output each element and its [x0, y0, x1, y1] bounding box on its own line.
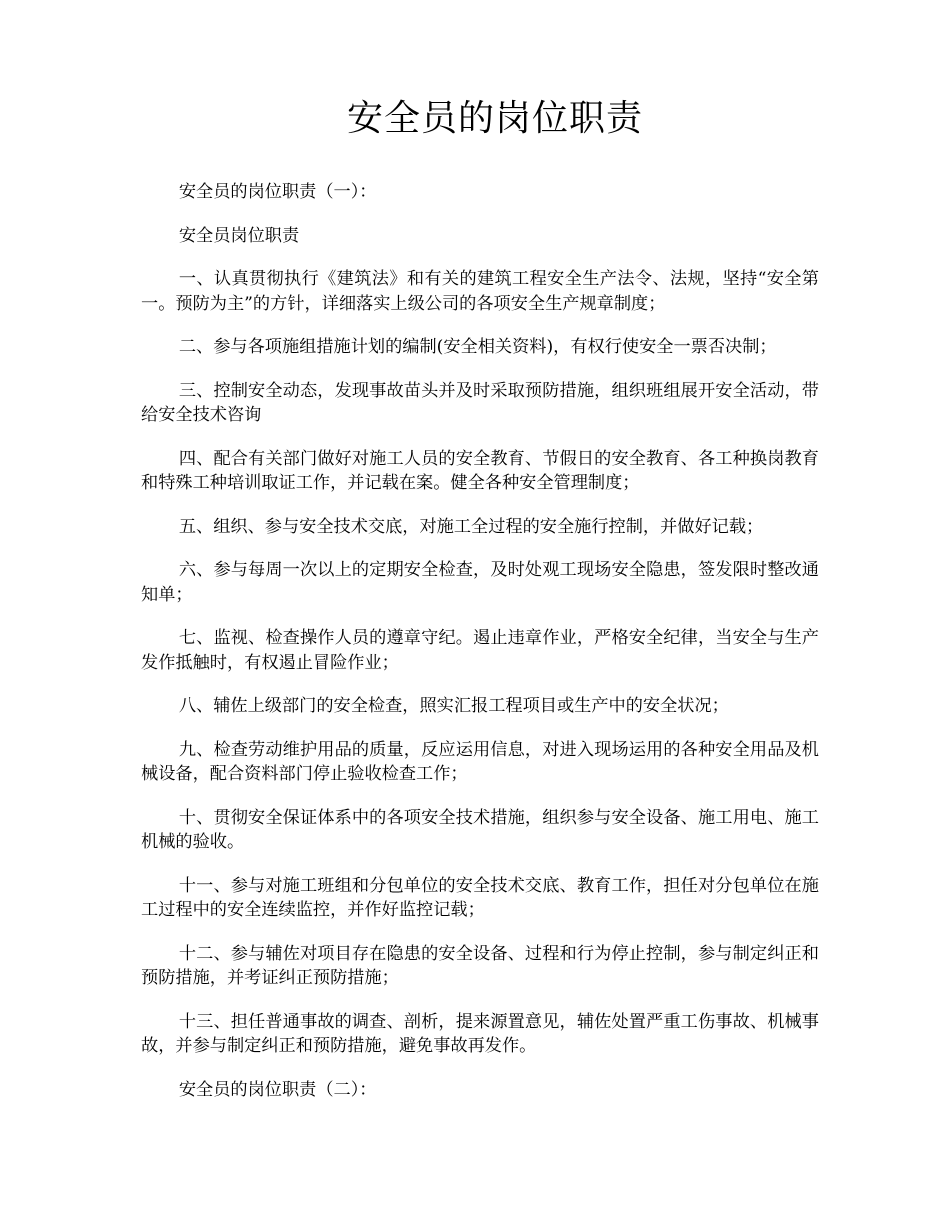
paragraph-duty-4: 四、配合有关部门做好对施工人员的安全教育、节假日的安全教育、各工种换岗教育和特殊工种培训取证工作，并记载在案。健全各种安全管理制度； [141, 448, 819, 493]
paragraph-duty-2: 二、参与各项施组措施计划的编制(安全相关资料)，有权行使安全一票否决制； [178, 337, 777, 357]
paragraph-section-one-heading: 安全员的岗位职责（一）： [178, 182, 377, 202]
paragraph-duty-1: 一、认真贯彻执行《建筑法》和有关的建筑工程安全生产法令、法规，坚持“安全第一。预防为主”的方针，详细落实上级公司的各项安全生产规章制度； [141, 269, 819, 314]
paragraph-section-two-heading: 安全员的岗位职责（二）： [178, 1079, 377, 1100]
paragraph-duty-9: 九、检查劳动维护用品的质量，反应运用信息，对进入现场运用的各种安全用品及机械设备，配合资料部门停止验收检查工作； [141, 739, 819, 784]
paragraph-duty-12: 十二、参与辅佐对项目存在隐患的安全设备、过程和行为停止控制，参与制定纠正和预防措施，并考证纠正预防措施； [141, 943, 819, 988]
paragraph-duty-8: 八、辅佐上级部门的安全检查，照实汇报工程项目或生产中的安全状况； [178, 696, 729, 716]
paragraph-duty-11: 十一、参与对施工班组和分包单位的安全技术交底、教育工作，担任对分包单位在施工过程中的安全连续监控，并作好监控记载； [141, 875, 819, 920]
paragraph-duty-13: 十三、担任普通事故的调查、剖析，提来源置意见，辅佐处置严重工伤事故、机械事故，并参与制定纠正和预防措施，避免事故再发作。 [141, 1011, 819, 1056]
paragraph-duty-5: 五、组织、参与安全技术交底，对施工全过程的安全施行控制，并做好记载； [178, 516, 764, 537]
paragraph-duties-heading: 安全员岗位职责 [178, 225, 300, 246]
paragraph-duty-3: 三、控制安全动态，发现事故苗头并及时采取预防措施，组织班组展开安全活动，带给安全技术咨询 [141, 380, 819, 425]
document-body [141, 180, 819, 1121]
paragraph-duty-7: 七、监视、检查操作人员的遵章守纪。遏止违章作业，严格安全纪律，当安全与生产发作抵触时，有权遏止冒险作业； [141, 628, 819, 673]
paragraph-duty-10: 十、贯彻安全保证体系中的各项安全技术措施，组织参与安全设备、施工用电、施工机械的验收。 [141, 807, 819, 852]
paragraph-duty-6: 六、参与每周一次以上的定期安全检查，及时处观工现场安全隐患，签发限时整改通知单； [141, 560, 819, 605]
document-title: 安全员的岗位职责 [346, 98, 643, 139]
